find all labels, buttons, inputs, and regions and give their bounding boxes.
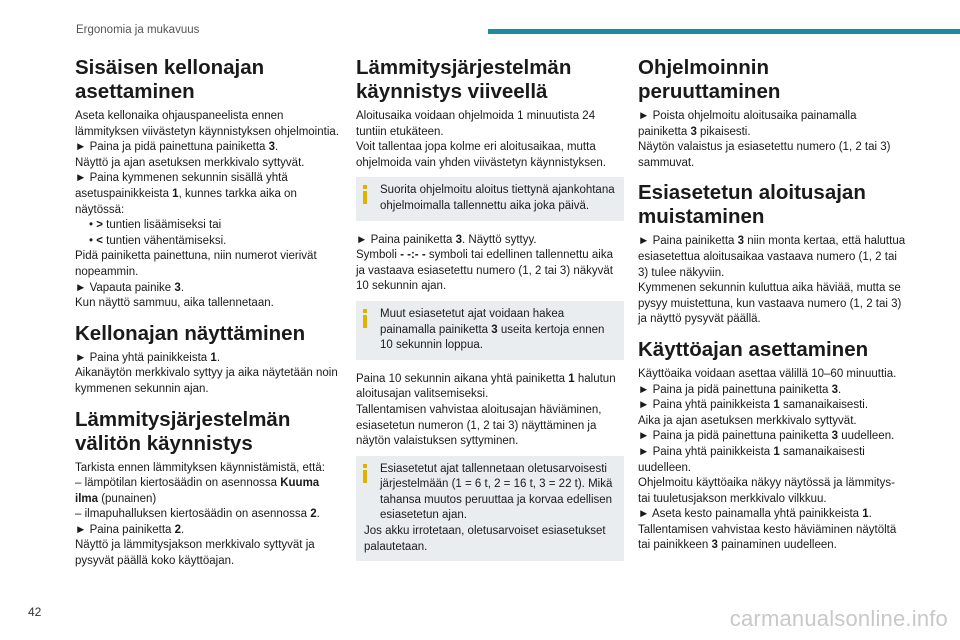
instruction-step: ► Paina painiketta 3. Näyttö syttyy. [356,233,537,246]
info-note [356,177,624,220]
heading-clock-setting: Sisäisen kellonajan asettaminen [75,56,265,103]
instruction-step: ► Paina ja pidä painettuna painiketta 3. [638,383,842,396]
info-icon [363,464,367,484]
instruction-step: ► Paina yhtä painikkeista 1. [75,351,221,364]
instruction-step: ► Paina yhtä painikkeista 1 samanaikaisesti. [638,399,869,412]
bullet-item: • > tuntien lisäämiseksi tai [89,219,222,232]
instruction-step: ► Paina yhtä painikkeista 1 samanaikaisesti uudelleen. [638,445,865,474]
paragraph: Kun näyttö sammuu, aika tallennetaan. [75,297,274,310]
paragraph: Ohjelmoitu käyttöaika näkyy näytössä ja lämmitys- tai tuuletusjakson merkkivalo vilkkuu. [638,477,895,505]
heading-delayed-start: Lämmitysjärjestelmän käynnistys viiveellä [356,56,572,103]
note-text: Suorita ohjelmoitu aloitus tiettynä ajankohtana ohjelmoimalla tallennettu aika joka päivä. [380,184,615,212]
heading-operating-time: Käyttöajan asettaminen [638,337,869,361]
column-2 [356,56,624,573]
paragraph: Paina 10 sekunnin aikana yhtä painiketta 1 halutun aloitusajan valitsemiseksi. [356,372,616,401]
paragraph: Kymmenen sekunnin kuluttua aika häviää, mutta se pysyy muistettuna, kun vastaava numero (1, 2 tai 3) ja näyttö pysyvät päällä. [638,282,902,326]
paragraph: Tarkista ennen lämmityksen käynnistämistä, että: [75,461,325,474]
note-text: Muut esiasetetut ajat voidaan hakea painamalla painiketta 3 useita kertoja ennen 10 sekunnin loppua. [380,307,605,352]
info-note [356,456,624,562]
note-text: Esiasetetut ajat tallennetaan oletusarvoisesti järjestelmään (1 = 6 t, 2 = 16 t, 3 = 22 t). Mikä tahansa muutos peruuttaa ja korvaa edellisen esiasetetun ajan. [380,462,613,522]
paragraph: Näytön valaistus ja esiasetettu numero (1, 2 tai 3) sammuvat. [638,141,891,169]
info-icon [363,185,367,205]
paragraph: Näyttö ja ajan asetuksen merkkivalo syttyvät. [75,156,305,169]
paragraph: Aloitusaika voidaan ohjelmoida 1 minuutista 24 tuntiin etukäteen. [356,110,596,138]
header-accent-rule [488,29,960,34]
column-1 [75,56,343,570]
instruction-step: ► Poista ohjelmoitu aloitusaika painamalla painiketta 3 pikaisesti. [638,110,857,138]
info-note [356,301,624,360]
paragraph: Pidä painiketta painettuna, niin numerot vierivät nopeammin. [75,250,317,278]
instruction-step: ► Aseta kesto painamalla yhtä painikkeista 1. [638,508,872,521]
paragraph: Näyttö ja lämmitysjakson merkkivalo syttyvät ja pysyvät päällä koko käyttöajan. [75,539,315,568]
watermark: carmanualsonline.info [729,606,948,631]
instruction-step: ► Paina painiketta 2. [75,523,185,536]
instruction-step: ► Paina ja pidä painettuna painiketta 3. [75,141,279,154]
dash-item: – lämpötilan kiertosäädin on asennossa Kuuma ilma (punainen) [75,477,320,505]
dash-item: – ilmapuhalluksen kiertosäädin on asennossa 2. [75,508,320,521]
note-text: Jos akku irrotetaan, oletusarvoiset esiasetukset palautetaan. [364,525,606,553]
paragraph: Voit tallentaa jopa kolme eri aloitusaikaa, mutta ohjelmoida vain yhden viivästetyn käynnistyksen. [356,141,606,169]
instruction-step: ► Paina painiketta 3 niin monta kertaa, että haluttua esiasetettua aloitusaikaa vastaava numero (1, 2 tai 3) tulee näkyviin. [638,235,906,279]
instruction-step: ► Paina ja pidä painettuna painiketta 3 uudelleen. [638,430,895,443]
paragraph: Käyttöaika voidaan asettaa välillä 10–60 minuuttia. [638,367,897,380]
page-number: 42 [28,605,42,619]
instruction-step: ► Paina kymmenen sekunnin sisällä yhtä asetuspainikkeista 1, kunnes tarkka aika on näytössä: [75,172,297,216]
heading-cancel-programming: Ohjelmoinnin peruuttaminen [638,56,781,103]
heading-immediate-start: Lämmitysjärjestelmän välitön käynnistys [75,407,291,455]
paragraph: Symboli - -:- - symboli tai edellinen tallennettu aika ja vastaava esiasetettu numero (1, 2 tai 3) näkyvät 10 sekunnin ajan. [356,249,613,293]
paragraph: Aseta kellonaika ohjauspaneelista ennen lämmityksen viivästetyn käynnistyksen ohjelmointia. [75,110,339,138]
heading-clock-display: Kellonajan näyttäminen [75,321,306,345]
paragraph: Aikanäytön merkkivalo syttyy ja aika näytetään noin kymmenen sekunnin ajan. [75,367,338,395]
instruction-step: ► Vapauta painike 3. [75,281,185,294]
paragraph: Tallentamisen vahvistaa kesto häviäminen näytöltä tai painikkeen 3 painaminen uudelleen. [638,523,897,552]
info-icon [363,309,367,329]
paragraph: Aika ja ajan asetuksen merkkivalo syttyvät. [638,414,857,427]
header-section-title: Ergonomia ja mukavuus [76,24,200,36]
bullet-item: • < tuntien vähentämiseksi. [89,234,227,247]
column-3 [638,56,906,554]
heading-recall-preset: Esiasetetun aloitusajan muistaminen [638,181,866,229]
paragraph: Tallentamisen vahvistaa aloitusajan häviäminen, esiasetetun numeron (1, 2 tai 3) näyttäminen ja näytön valaistuksen syttyminen. [356,403,602,448]
